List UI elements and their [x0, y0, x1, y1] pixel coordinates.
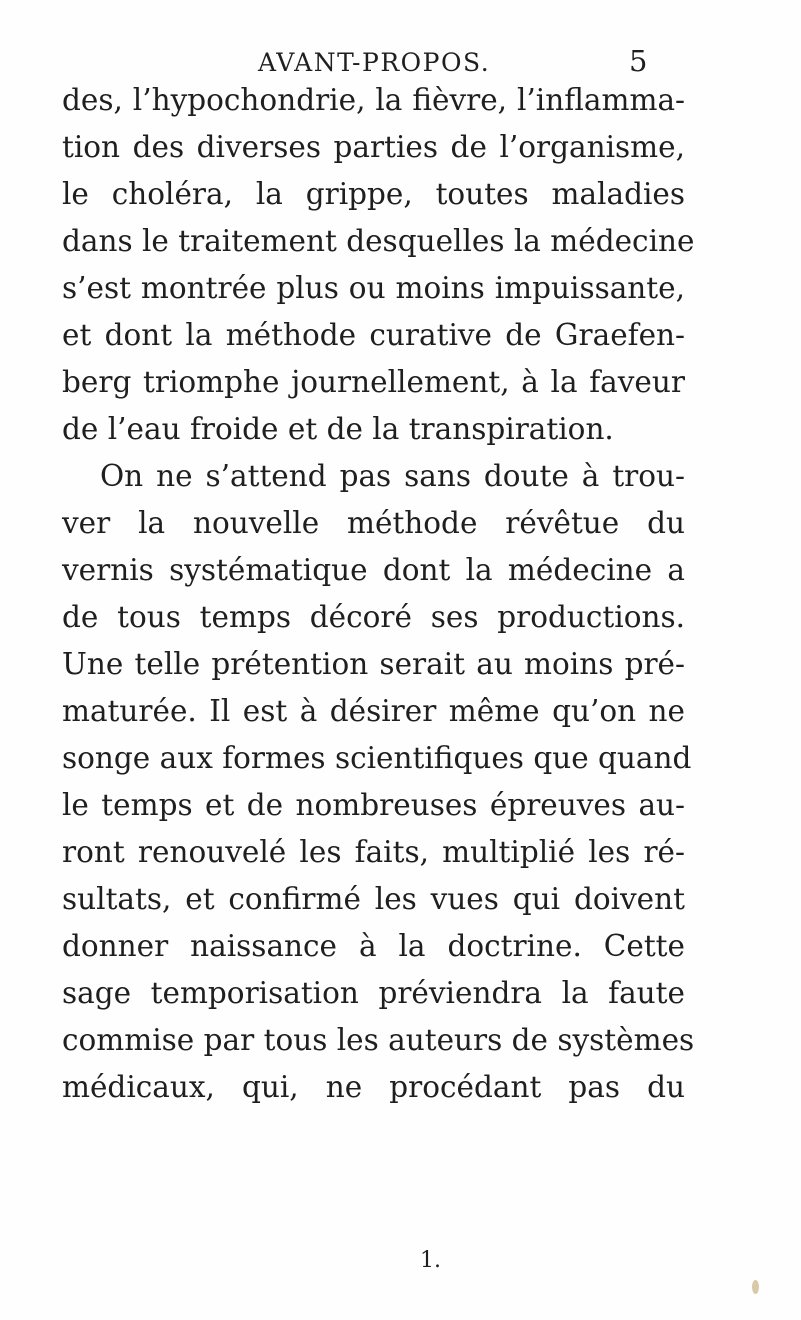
text-line: donner naissance à la doctrine. Cette — [62, 929, 685, 963]
text-line: ver la nouvelle méthode révêtue du — [62, 506, 685, 540]
text-line: médicaux, qui, ne procédant pas du — [62, 1070, 685, 1104]
paper-stain — [752, 1280, 759, 1294]
text-line: sage temporisation préviendra la faute — [62, 976, 685, 1010]
text-line: le choléra, la grippe, toutes maladies — [62, 177, 685, 211]
page-number: 5 — [629, 44, 648, 78]
text-line: le temps et de nombreuses épreuves au- — [62, 788, 685, 822]
text-line: Une telle prétention serait au moins pré- — [62, 647, 685, 681]
running-head: AVANT-PROPOS. — [258, 48, 491, 77]
text-line: vernis systématique dont la médecine a — [62, 553, 685, 587]
text-line: dans le traitement desquelles la médecine — [62, 224, 695, 258]
text-line: sultats, et confirmé les vues qui doivent — [62, 882, 685, 916]
text-line: et dont la méthode curative de Graefen- — [62, 318, 685, 352]
text-line: des, l’hypochondrie, la fièvre, l’inflamma- — [62, 83, 685, 117]
text-line: tion des diverses parties de l’organisme, — [62, 130, 685, 164]
text-line: berg triomphe journellement, à la faveur — [62, 365, 685, 399]
text-line: de l’eau froide et de la transpiration. — [62, 412, 614, 446]
text-line: maturée. Il est à désirer même qu’on ne — [62, 694, 685, 728]
text-line: de tous temps décoré ses productions. — [62, 600, 685, 634]
text-line: ront renouvelé les faits, multiplié les ré- — [62, 835, 685, 869]
text-line: On ne s’attend pas sans doute à trou- — [100, 459, 685, 493]
text-line: s’est montrée plus ou moins impuissante, — [62, 271, 685, 305]
text-line: commise par tous les auteurs de systèmes — [62, 1023, 695, 1057]
signature-mark: 1. — [420, 1248, 441, 1273]
text-line: songe aux formes scientifiques que quand — [62, 741, 692, 775]
